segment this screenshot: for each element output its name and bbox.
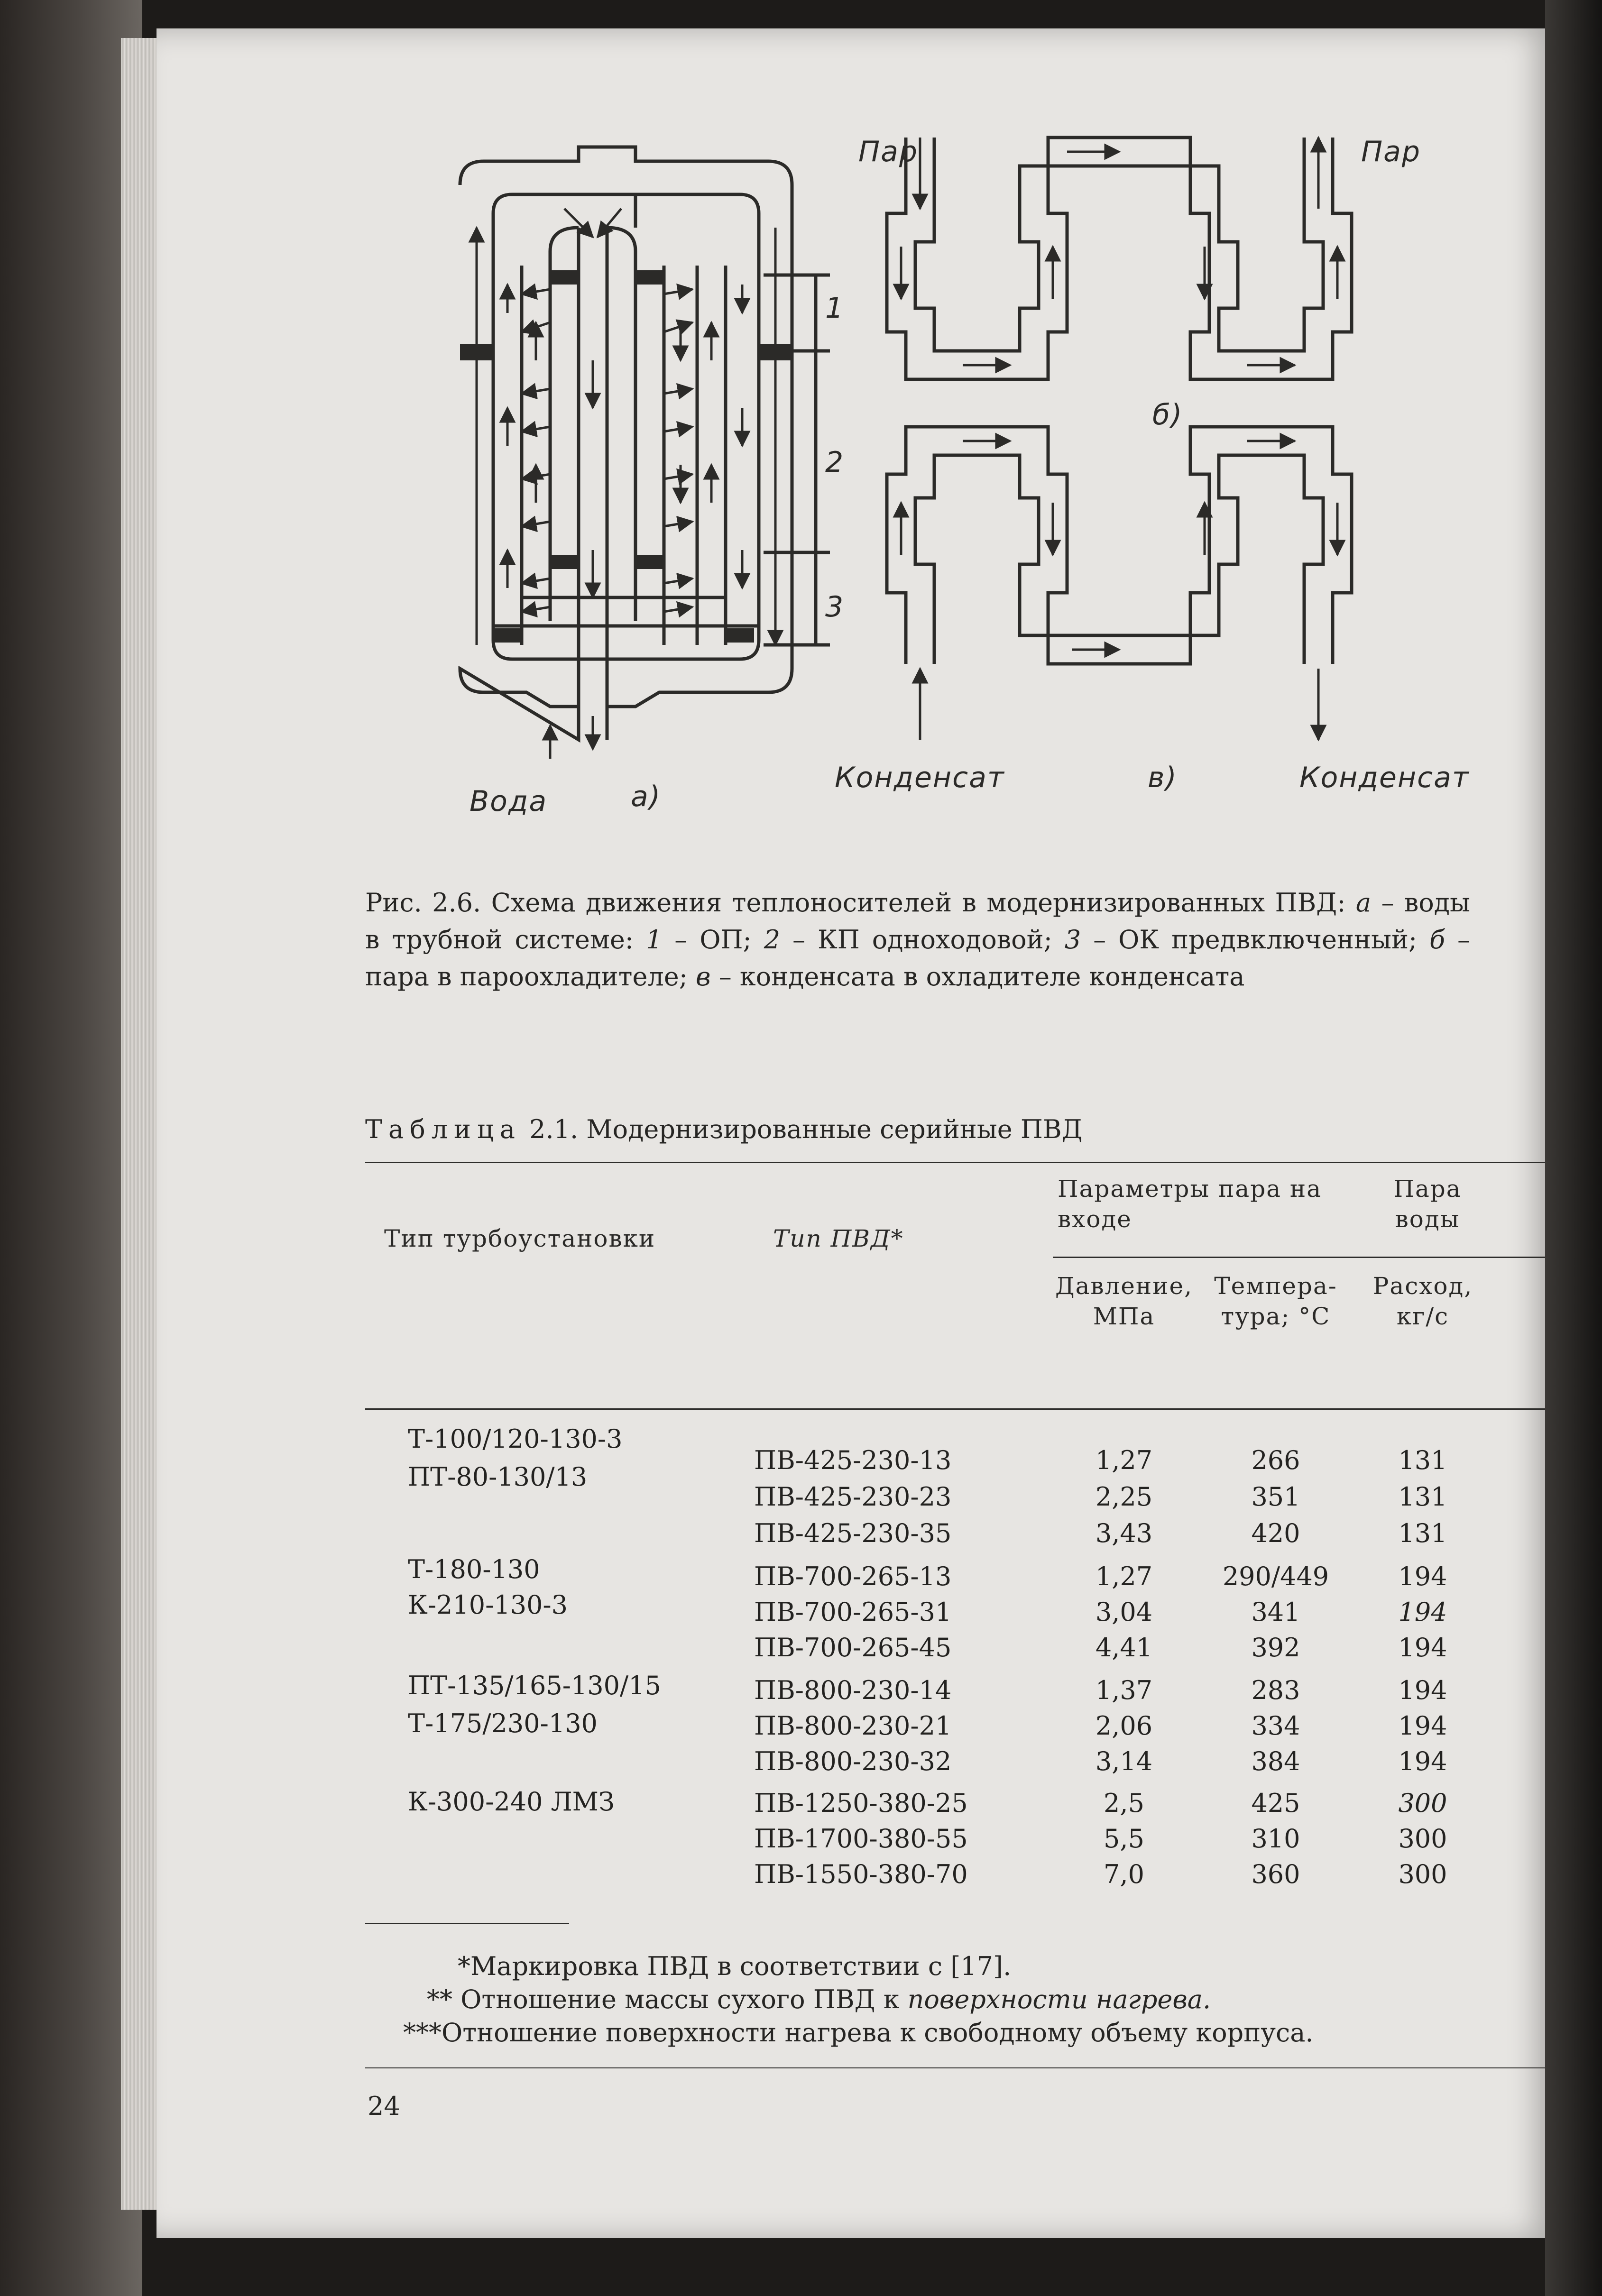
label-zone-1: 1 [825, 292, 845, 325]
figure-caption: Рис. 2.6. Схема движения теплоносителей в модернизированных ПВД: а – воды в трубной системе: 1 – ОП; 2 – КП одноходовой; 3 – ОК предвключенный; б – пара в пароохладителе; в – конденсата в охладителе конденсата [365, 888, 1470, 992]
pressure-cell: 2,06 [1095, 1711, 1153, 1741]
table-top-rule [365, 1162, 1556, 1163]
flow-cell: 194 [1398, 1746, 1447, 1776]
header-turbine-type: Тип турбоустановки [384, 1225, 656, 1252]
pressure-cell: 7,0 [1104, 1859, 1144, 1889]
label-kondensat-left: Конденсат [835, 761, 1005, 794]
turbine-cell: ПТ-80-130/13 [408, 1462, 588, 1492]
header-steam-params: Параметры пара на входе [1058, 1175, 1322, 1233]
flow-cell: 194 [1398, 1597, 1447, 1627]
table-title: Таблица 2.1. Модернизированные серийные ПВД [365, 1114, 1083, 1144]
label-b: б) [1152, 398, 1183, 432]
diagram-b-flow-arrows [901, 138, 1337, 365]
pressure-cell: 1,37 [1095, 1675, 1153, 1705]
pvd-cell: ПВ-800-230-14 [754, 1675, 952, 1705]
flow-cell: 194 [1398, 1633, 1447, 1662]
pressure-cell: 2,25 [1095, 1482, 1153, 1512]
label-zone-3: 3 [825, 590, 845, 624]
turbine-cell: К-210-130-3 [408, 1590, 568, 1620]
temperature-cell: 351 [1251, 1482, 1300, 1512]
flow-cell: 300 [1398, 1788, 1447, 1818]
flow-cell: 131 [1398, 1445, 1447, 1475]
turbine-cell: Т-100/120-130-3 [408, 1424, 623, 1454]
temperature-cell: 384 [1251, 1746, 1300, 1776]
diagram-b-steam-coolers [887, 138, 1352, 379]
footnote-3: ***Отношение поверхности нагрева к свободному объему корпуса. [403, 2018, 1314, 2048]
temperature-cell: 266 [1251, 1445, 1300, 1475]
label-voda: Вода [470, 785, 548, 818]
temperature-cell: 392 [1251, 1633, 1300, 1662]
header-water: Пара воды [1393, 1175, 1462, 1233]
footnote-1: *Маркировка ПВД в соответствии с [17]. [458, 1951, 1012, 1981]
label-a: а) [631, 780, 662, 813]
turbine-cell: Т-180-130 [408, 1554, 540, 1584]
table-subheader-rule [1053, 1257, 1556, 1258]
flow-cell: 194 [1398, 1711, 1447, 1741]
label-kondensat-right: Конденсат [1299, 761, 1470, 794]
pvd-cell: ПВ-700-265-13 [754, 1561, 952, 1591]
turbine-cell: К-300-240 ЛМЗ [408, 1787, 615, 1817]
flow-cell: 131 [1398, 1518, 1447, 1548]
figure-2-6-drawings [157, 28, 1556, 858]
book-page [157, 28, 1556, 2238]
header-temperature: Темпера- тура; °С [1214, 1272, 1337, 1330]
temperature-cell: 310 [1251, 1824, 1300, 1854]
header-flow: Расход, кг/с [1372, 1272, 1473, 1330]
pressure-cell: 3,04 [1095, 1597, 1153, 1627]
pvd-cell: ПВ-700-265-31 [754, 1597, 952, 1627]
temperature-cell: 334 [1251, 1711, 1300, 1741]
pressure-cell: 2,5 [1104, 1788, 1144, 1818]
pressure-cell: 3,43 [1095, 1518, 1153, 1548]
turbine-cell: Т-175/230-130 [408, 1708, 598, 1738]
temperature-cell: 341 [1251, 1597, 1300, 1627]
label-v: в) [1148, 761, 1178, 794]
header-pvd-type: Тип ПВД* [773, 1225, 904, 1252]
flow-cell: 300 [1398, 1859, 1447, 1889]
flow-cell: 300 [1398, 1824, 1447, 1854]
pvd-cell: ПВ-700-265-45 [754, 1633, 952, 1662]
pvd-cell: ПВ-1700-380-55 [754, 1824, 968, 1854]
footnote-2: ** Отношение массы сухого ПВД к поверхности нагрева. [427, 1984, 1211, 2014]
diagram-v-flow-arrows [901, 441, 1337, 740]
table-header-bottom-rule [365, 1408, 1556, 1410]
pvd-cell: ПВ-425-230-23 [754, 1482, 952, 1512]
background-right [1545, 0, 1602, 2296]
pvd-cell: ПВ-800-230-21 [754, 1711, 952, 1741]
label-zone-2: 2 [825, 446, 845, 479]
pressure-cell: 4,41 [1095, 1633, 1153, 1662]
pressure-cell: 1,27 [1095, 1561, 1153, 1591]
diagram-v-condensate-coolers [887, 427, 1352, 664]
pressure-cell: 3,14 [1095, 1746, 1153, 1776]
turbine-cell: ПТ-135/165-130/15 [408, 1671, 661, 1700]
pvd-cell: ПВ-800-230-32 [754, 1746, 952, 1776]
temperature-cell: 283 [1251, 1675, 1300, 1705]
flow-cell: 194 [1398, 1675, 1447, 1705]
pvd-cell: ПВ-1550-380-70 [754, 1859, 968, 1889]
temperature-cell: 360 [1251, 1859, 1300, 1889]
temperature-cell: 290/449 [1222, 1561, 1329, 1591]
footnote-rule [365, 1923, 569, 1924]
pressure-cell: 1,27 [1095, 1445, 1153, 1475]
temperature-cell: 425 [1251, 1788, 1300, 1818]
flow-cell: 194 [1398, 1561, 1447, 1591]
pvd-cell: ПВ-425-230-13 [754, 1445, 952, 1475]
temperature-cell: 420 [1251, 1518, 1300, 1548]
page-bottom-rule [365, 2067, 1556, 2068]
header-pressure: Давление, МПа [1055, 1272, 1193, 1330]
label-par-right: Пар [1361, 135, 1421, 168]
label-par-left: Пар [858, 135, 918, 168]
pvd-cell: ПВ-425-230-35 [754, 1518, 952, 1548]
page-number: 24 [368, 2091, 400, 2121]
pressure-cell: 5,5 [1104, 1824, 1144, 1854]
pvd-cell: ПВ-1250-380-25 [754, 1788, 968, 1818]
flow-cell: 131 [1398, 1482, 1447, 1512]
